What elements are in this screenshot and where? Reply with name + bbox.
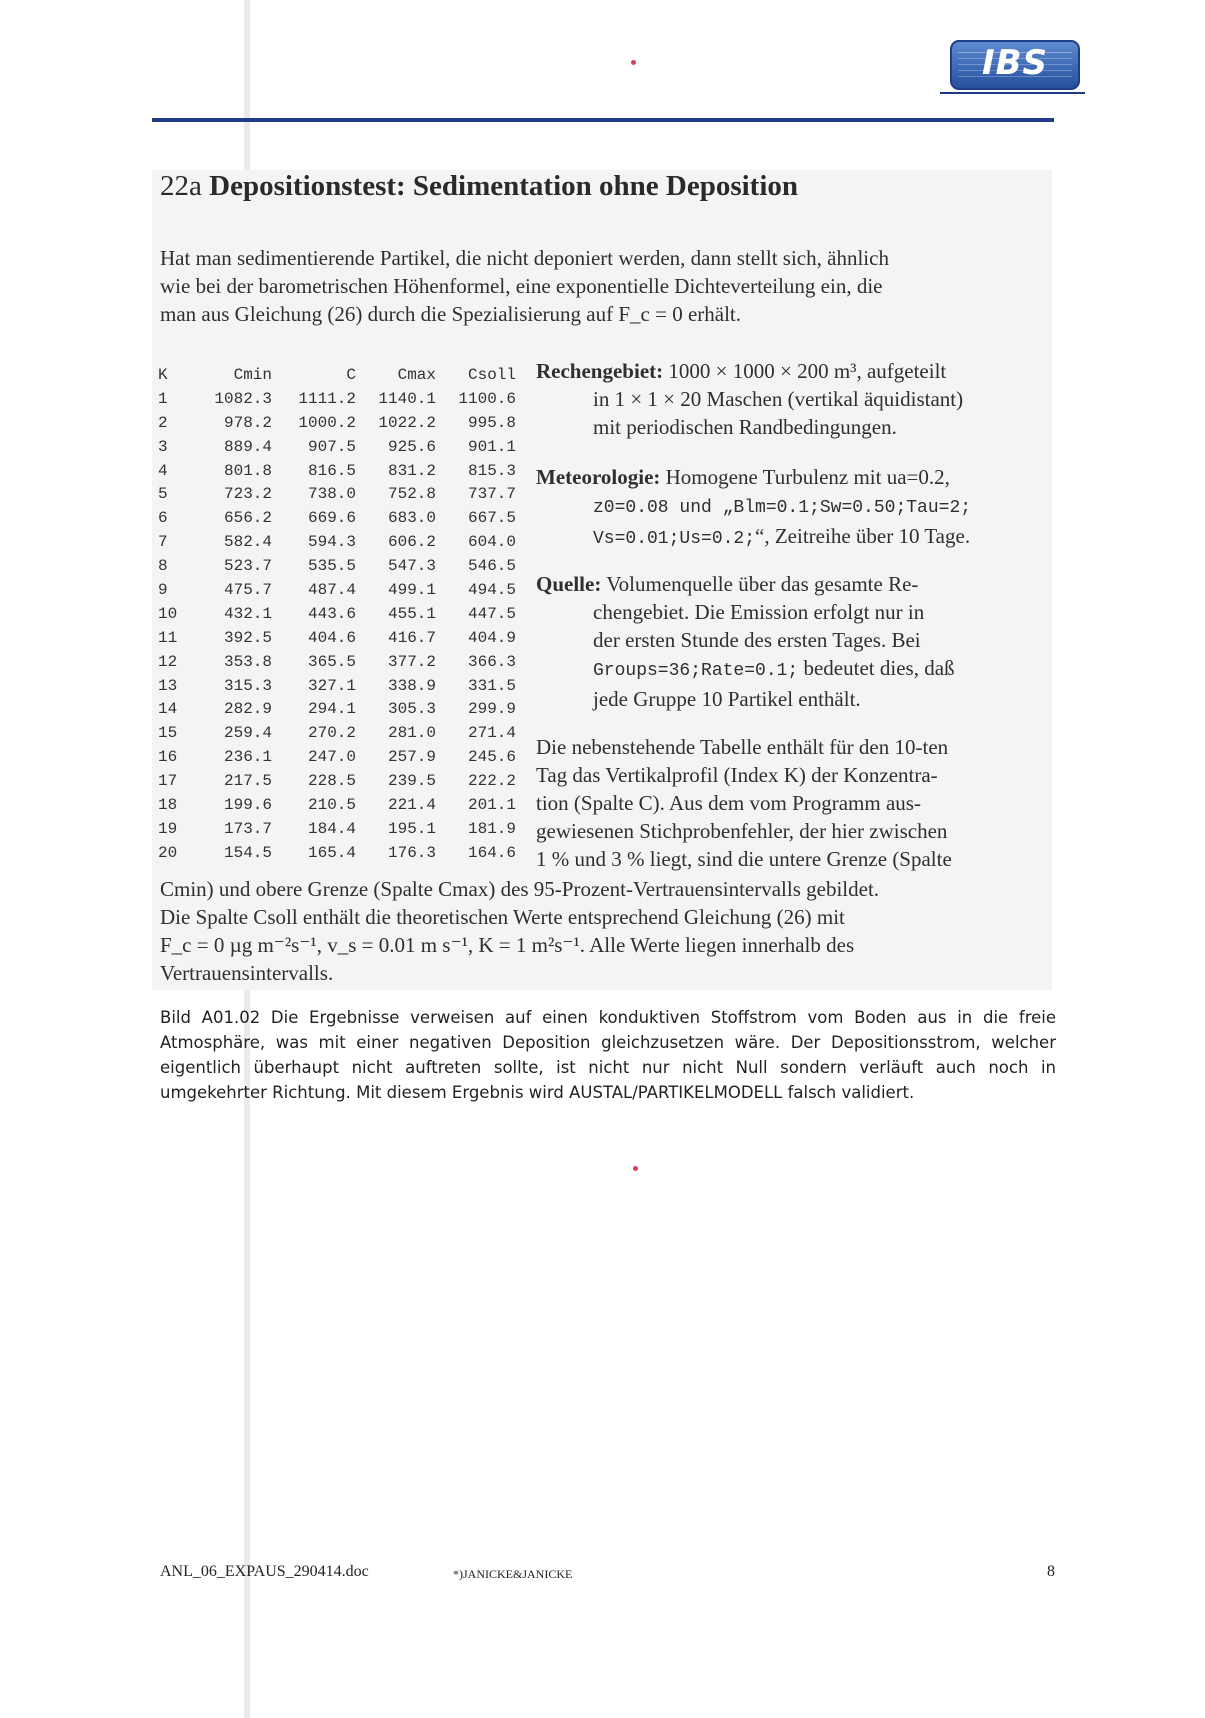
cell-c: 165.4	[307, 843, 356, 862]
intro-line: Hat man sedimentierende Partikel, die nicht deponiert werden, dann stellt sich, ähnlich	[160, 246, 889, 270]
cell-k: 11	[158, 628, 178, 647]
column-header: Cmax	[397, 365, 436, 384]
description-line: tion (Spalte C). Aus dem vom Programm aus-	[536, 791, 921, 815]
cell-cmin: 889.4	[223, 437, 272, 456]
column-header: C	[346, 365, 356, 384]
rechengebiet-line	[536, 357, 1031, 385]
table-row	[158, 387, 516, 411]
cell-k: 9	[158, 580, 168, 599]
table-row	[158, 721, 516, 745]
column-header: K	[158, 365, 168, 384]
logo-underline	[940, 92, 1085, 94]
quelle-line: der ersten Stunde des ersten Tages. Bei	[593, 628, 921, 652]
quelle-text: Volumenquelle über das gesamte Re-	[606, 572, 919, 596]
description-line: F_c = 0 µg m⁻²s⁻¹, v_s = 0.01 m s⁻¹, K = 1 m²s⁻¹. Alle Werte liegen innerhalb des	[160, 933, 855, 957]
table-row	[158, 817, 516, 841]
rechengebiet-label: Rechengebiet:	[536, 359, 664, 383]
cell-c: 669.6	[307, 509, 356, 528]
table-row	[158, 411, 516, 435]
cell-c: 816.5	[307, 461, 356, 480]
table-row	[158, 435, 516, 459]
table-row	[158, 769, 516, 793]
cell-cmax: 221.4	[387, 795, 436, 814]
meteorologie-line	[536, 463, 1031, 491]
cell-cmin: 173.7	[223, 819, 272, 838]
cell-csoll: 164.6	[467, 843, 516, 862]
cell-csoll: 667.5	[467, 509, 516, 528]
cell-c: 907.5	[307, 437, 356, 456]
cell-cmax: 1140.1	[378, 389, 436, 408]
cell-cmax: 547.3	[387, 557, 436, 576]
cell-cmax: 831.2	[387, 461, 436, 480]
cell-k: 1	[158, 389, 168, 408]
cell-cmin: 217.5	[223, 772, 272, 791]
footer-authors: *)JANICKE&JANICKE	[453, 1567, 573, 1581]
cell-cmin: 1082.3	[214, 389, 272, 408]
quelle-line: chengebiet. Die Emission erfolgt nur in	[593, 600, 925, 624]
cell-cmin: 392.5	[223, 628, 272, 647]
rechengebiet-line: in 1 × 1 × 20 Maschen (vertikal äquidistant)	[593, 387, 964, 411]
cell-cmin: 582.4	[223, 533, 272, 552]
cell-cmax: 195.1	[387, 819, 436, 838]
cell-cmax: 925.6	[387, 437, 436, 456]
cell-k: 4	[158, 461, 168, 480]
cell-cmax: 606.2	[387, 533, 436, 552]
table-row	[158, 602, 516, 626]
cell-csoll: 604.0	[467, 533, 516, 552]
cell-csoll: 546.5	[467, 557, 516, 576]
cell-c: 738.0	[307, 485, 356, 504]
cell-cmax: 416.7	[387, 628, 436, 647]
quelle-line	[536, 570, 1031, 598]
cell-csoll: 366.3	[467, 652, 516, 671]
quelle-line: jede Gruppe 10 Partikel enthält.	[593, 687, 861, 711]
description-line: Die nebenstehende Tabelle enthält für den 10-ten	[536, 735, 949, 759]
table-row	[158, 793, 516, 817]
column-header: Cmin	[233, 365, 272, 384]
cell-cmin: 282.9	[223, 700, 272, 719]
red-dot-mark	[633, 1166, 638, 1171]
table-row	[158, 650, 516, 674]
cell-k: 12	[158, 652, 178, 671]
cell-cmax: 752.8	[387, 485, 436, 504]
meteorologie-code: Vs=0.01;Us=0.2;	[593, 529, 756, 549]
cell-k: 16	[158, 748, 178, 767]
cell-cmax: 377.2	[387, 652, 436, 671]
cell-c: 594.3	[307, 533, 356, 552]
intro-line: man aus Gleichung (26) durch die Spezialisierung auf F_c = 0 erhält.	[160, 302, 742, 326]
cell-k: 13	[158, 676, 178, 695]
concentration-table	[158, 363, 516, 865]
cell-csoll: 815.3	[467, 461, 516, 480]
logo-text: IBS	[981, 43, 1049, 83]
cell-cmax: 683.0	[387, 509, 436, 528]
section-number: 22a	[160, 170, 202, 202]
page-number: 8	[1047, 1563, 1055, 1580]
red-dot-mark	[631, 60, 636, 65]
table-header-row	[158, 363, 516, 387]
rechengebiet-block	[536, 357, 1031, 441]
meteorologie-text: Homogene Turbulenz mit ua=0.2,	[665, 465, 950, 489]
description-line: Vertrauensintervalls.	[160, 961, 334, 985]
cell-c: 228.5	[307, 772, 356, 791]
cell-c: 294.1	[307, 700, 356, 719]
cell-cmin: 236.1	[223, 748, 272, 767]
cell-c: 404.6	[307, 628, 356, 647]
cell-cmin: 154.5	[223, 843, 272, 862]
cell-csoll: 494.5	[467, 580, 516, 599]
cell-csoll: 1100.6	[458, 389, 516, 408]
cell-cmin: 723.2	[223, 485, 272, 504]
cell-c: 184.4	[307, 819, 356, 838]
table-row	[158, 554, 516, 578]
cell-csoll: 404.9	[467, 628, 516, 647]
section-title	[160, 170, 798, 203]
cell-cmin: 523.7	[223, 557, 272, 576]
cell-k: 20	[158, 843, 178, 862]
cell-k: 17	[158, 772, 178, 791]
cell-cmin: 475.7	[223, 580, 272, 599]
cell-c: 327.1	[307, 676, 356, 695]
ibs-logo	[950, 40, 1080, 96]
table-row	[158, 674, 516, 698]
table-row	[158, 459, 516, 483]
table-row	[158, 482, 516, 506]
cell-csoll: 447.5	[467, 604, 516, 623]
cell-k: 3	[158, 437, 168, 456]
cell-cmax: 257.9	[387, 748, 436, 767]
cell-cmax: 305.3	[387, 700, 436, 719]
meteorologie-line	[593, 491, 1031, 522]
meteorologie-block	[536, 463, 1031, 553]
cell-cmax: 239.5	[387, 772, 436, 791]
meteorologie-text: “, Zeitreihe über 10 Tage.	[755, 524, 971, 548]
intro-line: wie bei der barometrischen Höhenformel, eine exponentielle Dichteverteilung ein, die	[160, 274, 883, 298]
cell-cmax: 499.1	[387, 580, 436, 599]
cell-csoll: 299.9	[467, 700, 516, 719]
cell-cmax: 281.0	[387, 724, 436, 743]
cell-csoll: 222.2	[467, 772, 516, 791]
meteorologie-label: Meteorologie:	[536, 465, 661, 489]
cell-k: 5	[158, 485, 168, 504]
cell-k: 7	[158, 533, 168, 552]
cell-k: 6	[158, 509, 168, 528]
cell-csoll: 245.6	[467, 748, 516, 767]
cell-c: 365.5	[307, 652, 356, 671]
table-row	[158, 841, 516, 865]
quelle-label: Quelle:	[536, 572, 602, 596]
cell-k: 19	[158, 819, 178, 838]
quelle-block	[536, 570, 1031, 713]
meteorologie-line	[593, 522, 1031, 553]
quelle-line	[593, 654, 1031, 685]
cell-cmax: 1022.2	[378, 413, 436, 432]
description-line: Tag das Vertikalprofil (Index K) der Konzentra-	[536, 763, 938, 787]
rechengebiet-line: mit periodischen Randbedingungen.	[593, 415, 897, 439]
cell-cmin: 259.4	[223, 724, 272, 743]
cell-cmax: 338.9	[387, 676, 436, 695]
cell-csoll: 201.1	[467, 795, 516, 814]
cell-cmin: 199.6	[223, 795, 272, 814]
table-row	[158, 697, 516, 721]
cell-k: 14	[158, 700, 178, 719]
cell-cmin: 315.3	[223, 676, 272, 695]
header-rule	[152, 118, 1054, 122]
quelle-code: Groups=36;Rate=0.1;	[593, 661, 799, 681]
cell-c: 487.4	[307, 580, 356, 599]
cell-c: 270.2	[307, 724, 356, 743]
cell-cmin: 432.1	[223, 604, 272, 623]
cell-cmax: 176.3	[387, 843, 436, 862]
cell-csoll: 901.1	[467, 437, 516, 456]
description-line: Cmin) und obere Grenze (Spalte Cmax) des 95-Prozent-Vertrauensintervalls gebildet.	[160, 877, 880, 901]
cell-cmin: 801.8	[223, 461, 272, 480]
cell-cmin: 353.8	[223, 652, 272, 671]
cell-k: 8	[158, 557, 168, 576]
meteorologie-code: z0=0.08 und „Blm=0.1;Sw=0.50;Tau=2;	[593, 498, 972, 518]
cell-c: 535.5	[307, 557, 356, 576]
description-line: 1 % und 3 % liegt, sind die untere Grenze (Spalte	[536, 847, 952, 871]
figure-caption: Bild A01.02 Die Ergebnisse verweisen auf einen konduktiven Stoffstrom vom Boden aus in die freie Atmosphäre, was mit einer negativen Deposition gleichzusetzen wäre. Der Depositionsstrom, welcher eigentlich überhaupt nicht auftreten sollte, ist nicht nur nicht Null sondern verläuft auch noch in umgekehrter Richtung. Mit diesem Ergebnis wird AUSTAL/PARTIKELMODELL falsch validiert.	[160, 1008, 1056, 1102]
cell-c: 1111.2	[298, 389, 356, 408]
cell-cmin: 978.2	[223, 413, 272, 432]
rechengebiet-text: 1000 × 1000 × 200 m³, aufgeteilt	[668, 359, 947, 383]
table-row	[158, 506, 516, 530]
table-row	[158, 578, 516, 602]
cell-k: 2	[158, 413, 168, 432]
cell-k: 10	[158, 604, 178, 623]
cell-csoll: 331.5	[467, 676, 516, 695]
footer-filename: ANL_06_EXPAUS_290414.doc	[160, 1563, 369, 1580]
table-row	[158, 745, 516, 769]
quelle-text: bedeutet dies, daß	[798, 656, 955, 680]
column-header: Csoll	[467, 365, 516, 384]
table-row	[158, 530, 516, 554]
cell-csoll: 271.4	[467, 724, 516, 743]
cell-csoll: 181.9	[467, 819, 516, 838]
cell-cmax: 455.1	[387, 604, 436, 623]
cell-csoll: 737.7	[467, 485, 516, 504]
table-body	[158, 387, 516, 865]
description-line: gewiesenen Stichprobenfehler, der hier zwischen	[536, 819, 948, 843]
cell-c: 210.5	[307, 795, 356, 814]
cell-c: 443.6	[307, 604, 356, 623]
cell-cmin: 656.2	[223, 509, 272, 528]
cell-c: 1000.2	[298, 413, 356, 432]
section-title-text: Depositionstest: Sedimentation ohne Deposition	[209, 170, 799, 202]
cell-k: 18	[158, 795, 178, 814]
table-row	[158, 626, 516, 650]
cell-csoll: 995.8	[467, 413, 516, 432]
description-line: Die Spalte Csoll enthält die theoretischen Werte entsprechend Gleichung (26) mit	[160, 905, 845, 929]
cell-k: 15	[158, 724, 178, 743]
cell-c: 247.0	[307, 748, 356, 767]
